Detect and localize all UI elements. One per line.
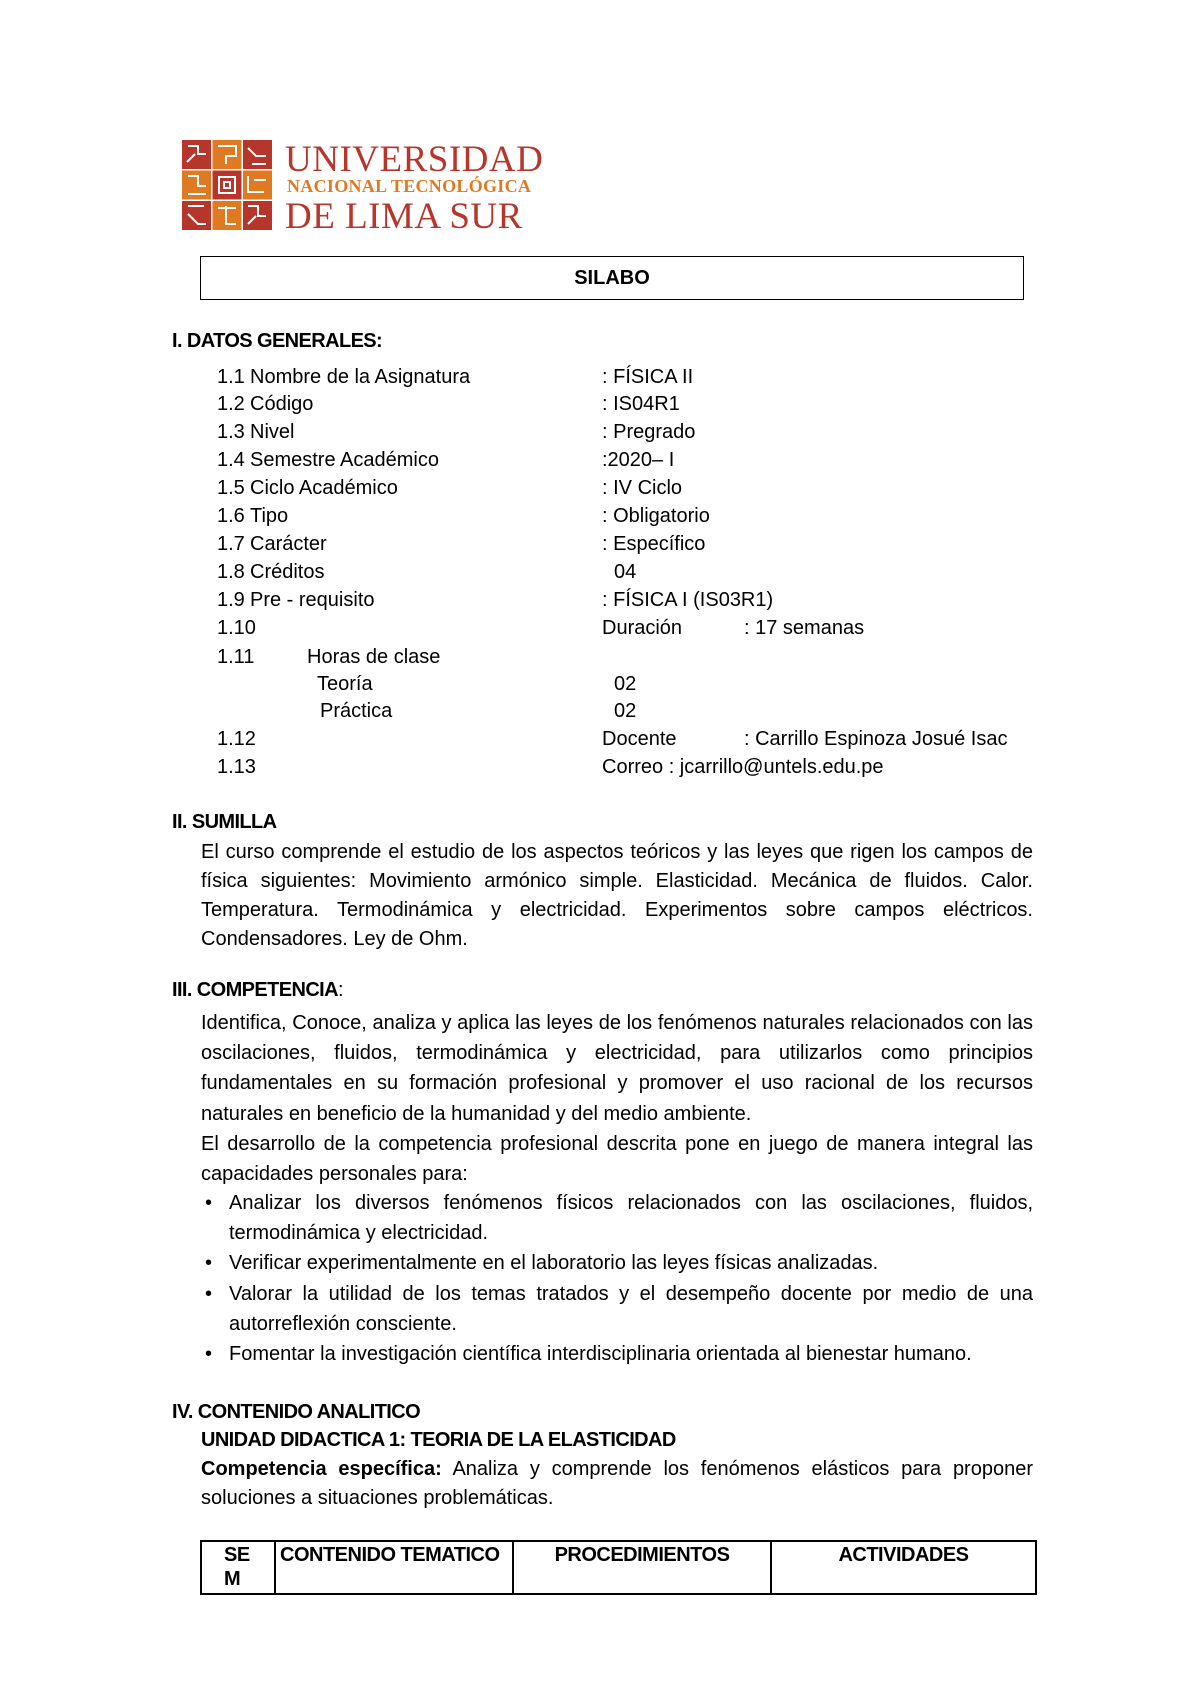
datos-item-number: 1.9 (217, 589, 245, 611)
competencia-especifica (201, 1455, 1033, 1513)
horas-teoria-value: 02 (614, 673, 637, 695)
horas-teoria-label: Teoría (317, 673, 373, 695)
datos-item-email: Correo : jcarrillo@untels.edu.pe (602, 756, 884, 778)
column-header-contenido: CONTENIDO TEMATICO (275, 1541, 513, 1594)
datos-item-value: : FÍSICA II (602, 366, 694, 388)
datos-item-number: 1.3 (217, 421, 245, 443)
list-item: • Analizar los diversos fenómenos físicos relacionados con las oscilaciones, fluidos, termodinámica y electricidad. (201, 1188, 1033, 1248)
datos-item-value: :2020– I (602, 449, 675, 471)
datos-item-label: Semestre Académico (250, 449, 439, 471)
logo-line-universidad: UNIVERSIDAD (285, 139, 544, 180)
datos-item-label: Tipo (250, 505, 289, 527)
horas-practica-label: Práctica (320, 700, 393, 722)
competencia-especifica-text: Analiza y comprende los fenómenos elásticos para proponer soluciones a situaciones problemáticas. (201, 1458, 1033, 1509)
section-heading-contenido-analitico: IV. CONTENIDO ANALITICO (172, 1401, 421, 1423)
document-title: SILABO (200, 256, 1024, 300)
column-header-procedimientos: PROCEDIMIENTOS (513, 1541, 771, 1594)
datos-item-number: 1.11 (217, 646, 255, 668)
datos-item-number: 1.13 (217, 756, 256, 778)
datos-item-label: Nombre de la Asignatura (250, 366, 471, 388)
university-logo (182, 139, 552, 237)
section-heading-sumilla: II. SUMILLA (172, 811, 277, 833)
sumilla-text: El curso comprende el estudio de los aspectos teóricos y las leyes que rigen los campos de física siguientes: Movimiento armónico simple. Elasticidad. Mecánica de fluidos. Calor. Temperatura. Termodinámica y electricidad. Experimentos sobre campos eléctricos. Condensadores. Ley de Ohm. (201, 841, 1033, 950)
list-item: • Fomentar la investigación científica interdisciplinaria orientada al bienestar humano. (201, 1339, 1033, 1369)
datos-item-label: Duración (602, 617, 683, 639)
datos-item-label: Nivel (250, 421, 295, 443)
competencia-especifica-label: Competencia específica: (201, 1458, 442, 1480)
datos-item-value: : Obligatorio (602, 505, 710, 527)
datos-item-value: : IV Ciclo (602, 477, 683, 499)
section-heading-competencia-wrap (172, 979, 344, 1002)
syllabus-table (200, 1540, 1037, 1595)
competencia-paragraph-2: El desarrollo de la competencia profesional descrita pone en juego de manera integral las capacidades personales para: (201, 1133, 1033, 1186)
unit-title: UNIDAD DIDACTICA 1: TEORIA DE LA ELASTICIDAD (201, 1429, 676, 1451)
table-header-row (201, 1541, 1036, 1594)
datos-item-number: 1.6 (217, 505, 245, 527)
datos-item-value: : Pregrado (602, 421, 696, 443)
datos-item-number: 1.8 (217, 561, 245, 583)
datos-item-number: 1.7 (217, 533, 245, 555)
datos-item-label: Horas de clase (307, 646, 441, 668)
competencia-bullet-list (201, 1188, 1033, 1369)
datos-item-number: 1.2 (217, 393, 245, 415)
datos-item-number: 1.1 (217, 366, 245, 388)
competencia-paragraph-1: Identifica, Conoce, analiza y aplica las leyes de los fenómenos naturales relacionados con las oscilaciones, fluidos, termodinámica y electricidad, para utilizarlos como principios fundamentales en su formación profesional y promover el uso racional de los recursos naturales en beneficio de la humanidad y del medio ambiente. (201, 1012, 1033, 1125)
datos-item-label: Código (250, 393, 314, 415)
datos-item-number: 1.5 (217, 477, 245, 499)
list-item: • Valorar la utilidad de los temas tratados y el desempeño docente por medio de una autorreflexión consciente. (201, 1279, 1033, 1339)
datos-item-number: 1.12 (217, 728, 256, 750)
datos-item-label: Carácter (250, 533, 327, 555)
datos-item-label: Ciclo Académico (250, 477, 398, 499)
horas-practica-value: 02 (614, 700, 637, 722)
datos-item-value: : Carrillo Espinoza Josué Isac (744, 728, 1008, 750)
datos-item-value: : 17 semanas (744, 617, 865, 639)
datos-item-value: : Específico (602, 533, 706, 555)
datos-item-value: : IS04R1 (602, 393, 680, 415)
list-item: • Verificar experimentalmente en el laboratorio las leyes físicas analizadas. (201, 1248, 1033, 1278)
datos-item-number: 1.4 (217, 449, 245, 471)
logo-line-nacional: NACIONAL TECNOLÓGICA (287, 176, 532, 196)
datos-item-number: 1.10 (217, 617, 256, 639)
datos-item-label: Pre - requisito (250, 589, 375, 611)
section-heading-competencia: III. COMPETENCIA (172, 979, 338, 1001)
section-heading-datos-generales: I. DATOS GENERALES: (172, 330, 383, 352)
column-header-sem: SE M (201, 1541, 275, 1594)
datos-item-value: : FÍSICA I (IS03R1) (602, 589, 774, 611)
datos-item-value: 04 (614, 561, 637, 583)
competencia-colon: : (337, 979, 344, 1001)
logo-line-lima-sur: DE LIMA SUR (285, 196, 523, 237)
datos-item-label: Créditos (250, 561, 325, 583)
datos-item-label: Docente (602, 728, 677, 750)
column-header-actividades: ACTIVIDADES (771, 1541, 1036, 1594)
logo-emblem-icon (182, 140, 272, 230)
